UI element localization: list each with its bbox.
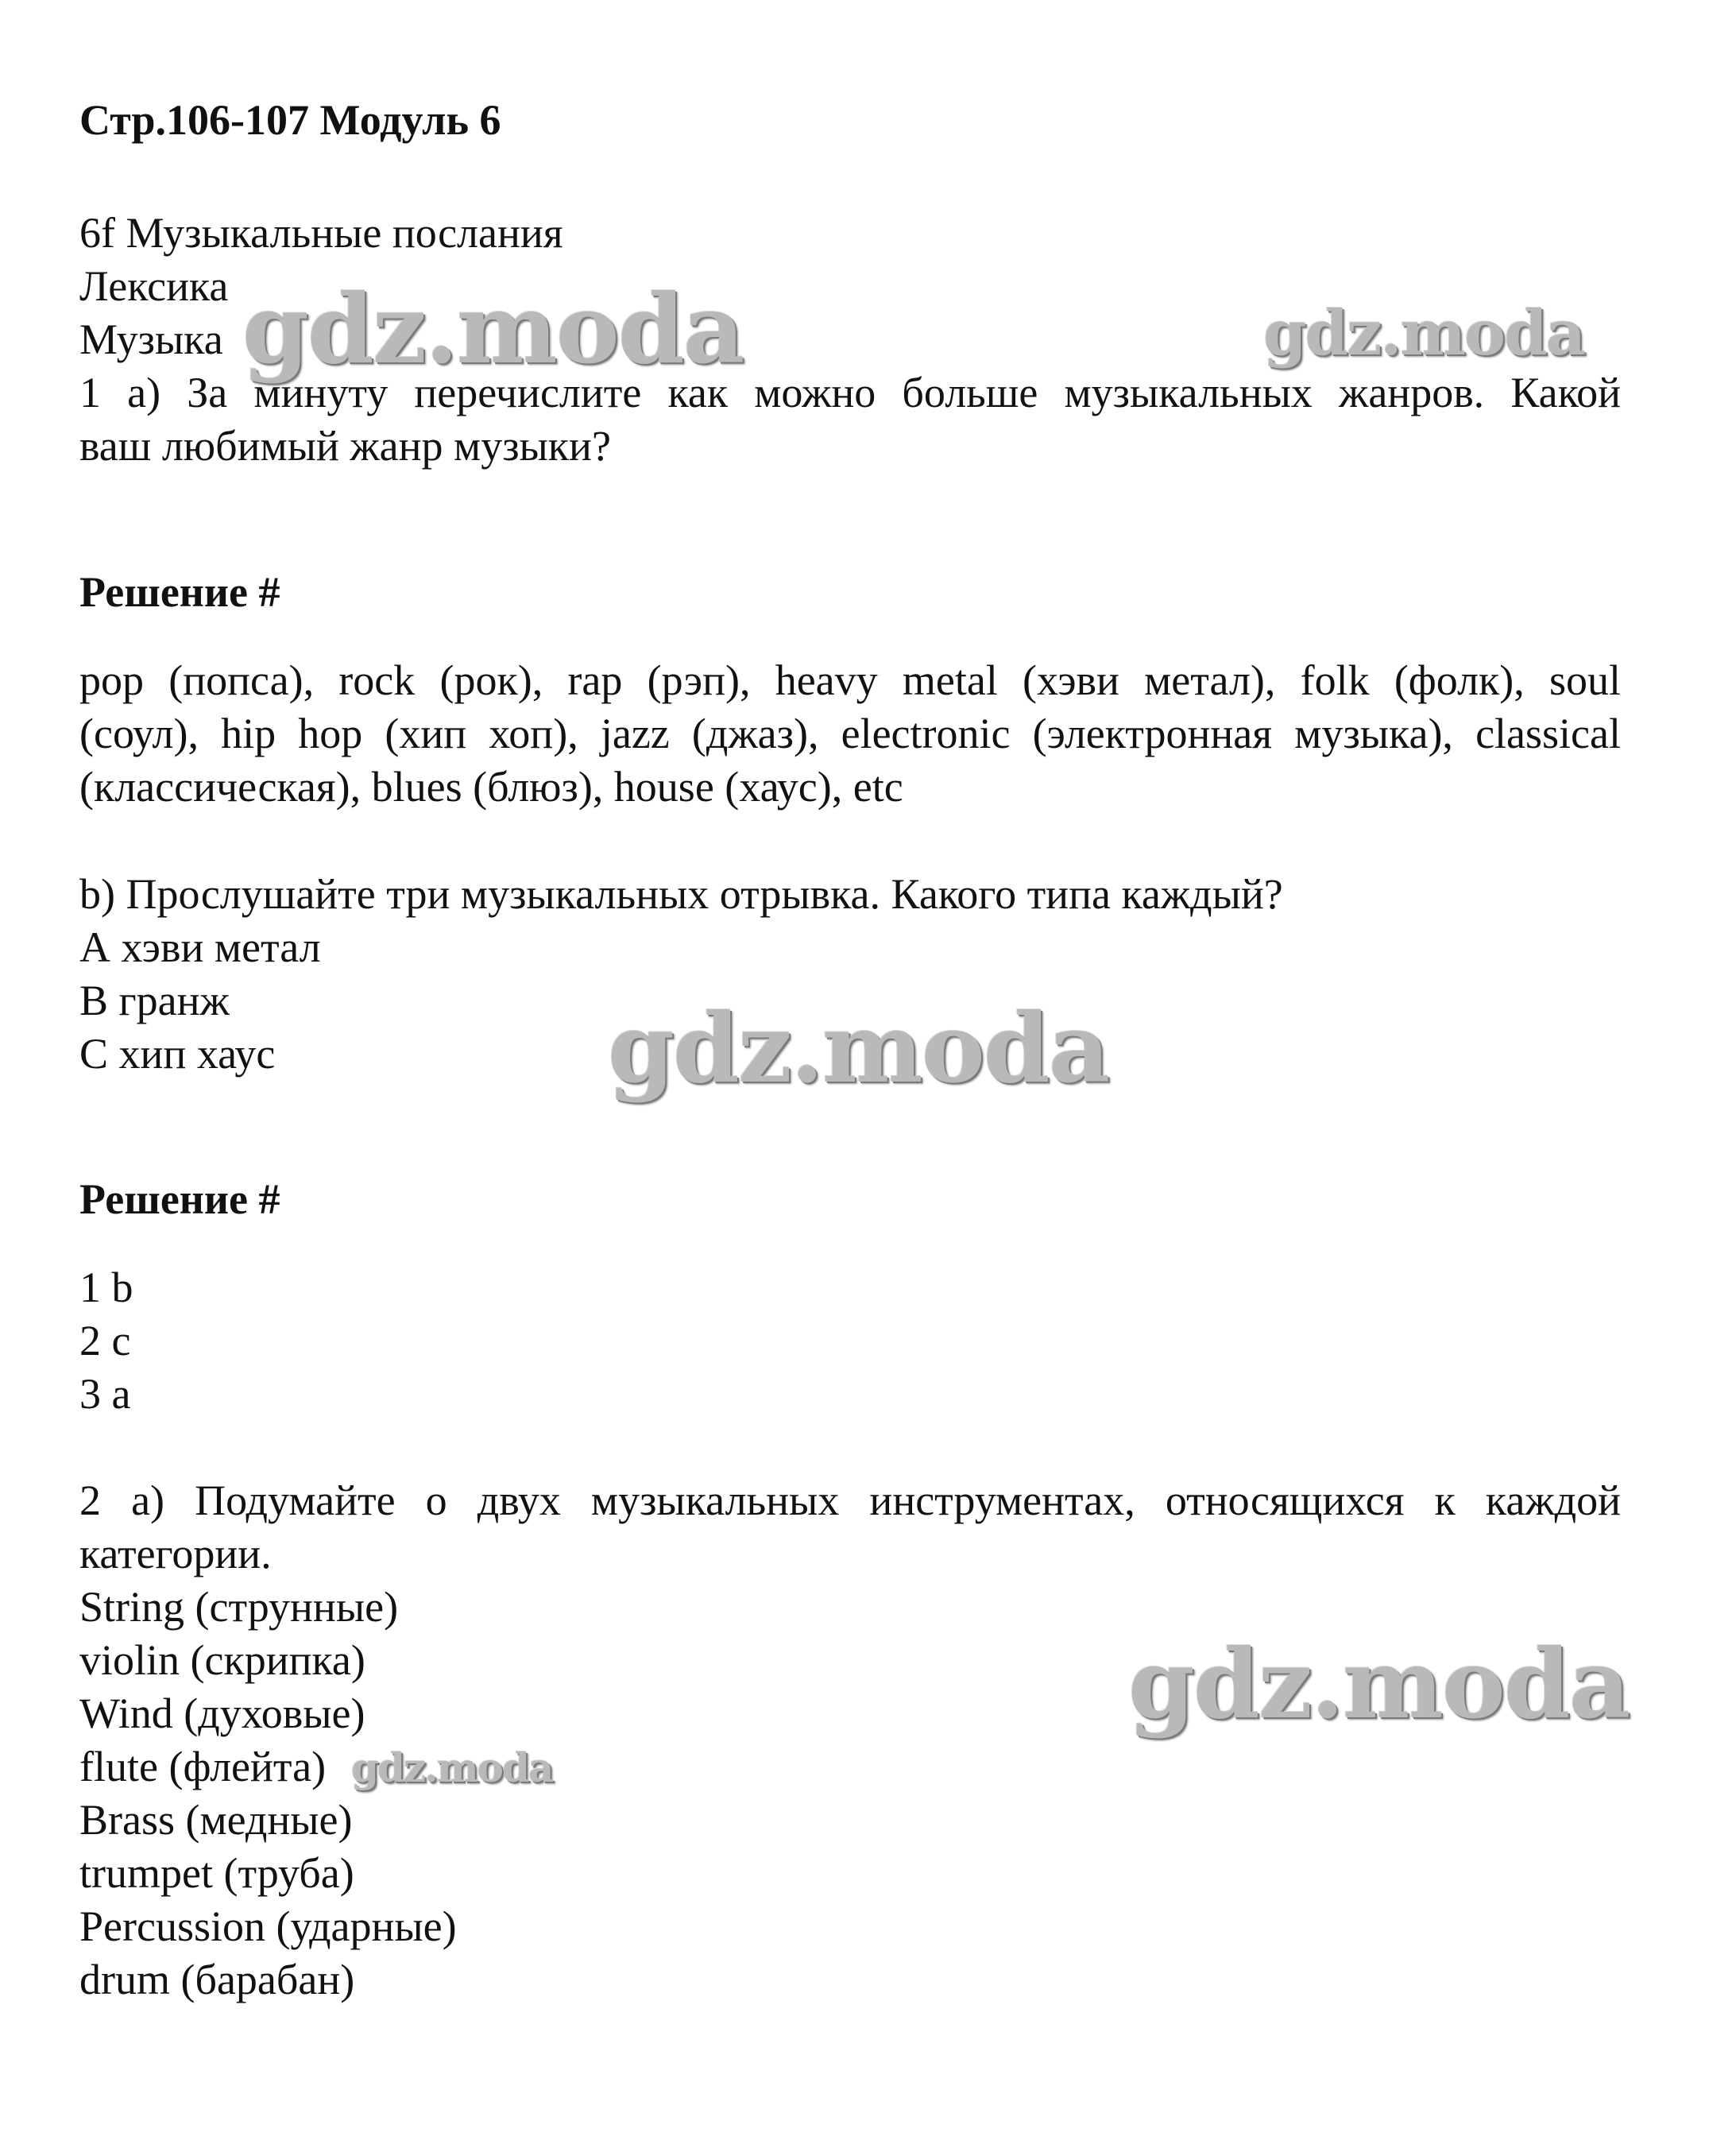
watermark-1: gdz.moda <box>242 273 744 385</box>
watermark-3: gdz.moda <box>608 993 1109 1105</box>
solution-1-line-3: (классическая), blues (блюз), house (хаус), etc <box>79 763 903 811</box>
task-2a-line-2: категории. <box>79 1530 272 1577</box>
watermark-4: gdz.moda <box>1128 1628 1630 1740</box>
instrument-flute: flute (флейта) <box>79 1743 327 1790</box>
task-1b-question: b) Прослушайте три музыкальных отрывка. Какого типа каждый? <box>79 870 1283 918</box>
solution-2-label: Решение # <box>79 1175 280 1223</box>
task-1b-item-b: В гранж <box>79 977 230 1024</box>
watermark-2: gdz.moda <box>1263 297 1585 370</box>
instrument-trumpet: trumpet (труба) <box>79 1849 354 1897</box>
instrument-category-wind: Wind (духовые) <box>79 1689 365 1737</box>
instrument-category-brass: Brass (медные) <box>79 1796 353 1844</box>
solution-2-answer-2: 2 c <box>79 1317 131 1364</box>
section-subtitle: Лексика <box>79 262 229 310</box>
instrument-violin: violin (скрипка) <box>79 1636 365 1684</box>
instrument-category-percussion: Percussion (ударные) <box>79 1902 457 1950</box>
solution-2-answer-1: 1 b <box>79 1264 133 1311</box>
page-title: Стр.106-107 Модуль 6 <box>79 96 501 144</box>
section-topic: Музыка <box>79 315 223 363</box>
section-title: 6f Музыкальные послания <box>79 209 563 257</box>
task-2a-line-1: 2 а) Подумайте о двух музыкальных инструментах, относящихся к каждой <box>79 1477 1621 1524</box>
task-1a-line-2: ваш любимый жанр музыки? <box>79 422 611 470</box>
solution-1-line-1: pop (попса), rock (рок), rap (рэп), heavy metal (хэви метал), folk (фолк), soul <box>79 656 1621 704</box>
solution-1-label: Решение # <box>79 568 280 616</box>
instrument-drum: drum (барабан) <box>79 1956 355 2003</box>
task-1b-item-a: А хэви метал <box>79 923 321 971</box>
watermark-5: gdz.moda <box>351 1744 553 1791</box>
solution-2-answer-3: 3 a <box>79 1370 131 1418</box>
task-1b-item-c: С хип хаус <box>79 1030 276 1078</box>
solution-1-line-2: (соул), hip hop (хип хоп), jazz (джаз), electronic (электронная музыка), classical <box>79 710 1621 757</box>
task-1a-line-1: 1 а) За минуту перечислите как можно больше музыкальных жанров. Какой <box>79 369 1621 416</box>
instrument-category-string: String (струнные) <box>79 1583 399 1631</box>
